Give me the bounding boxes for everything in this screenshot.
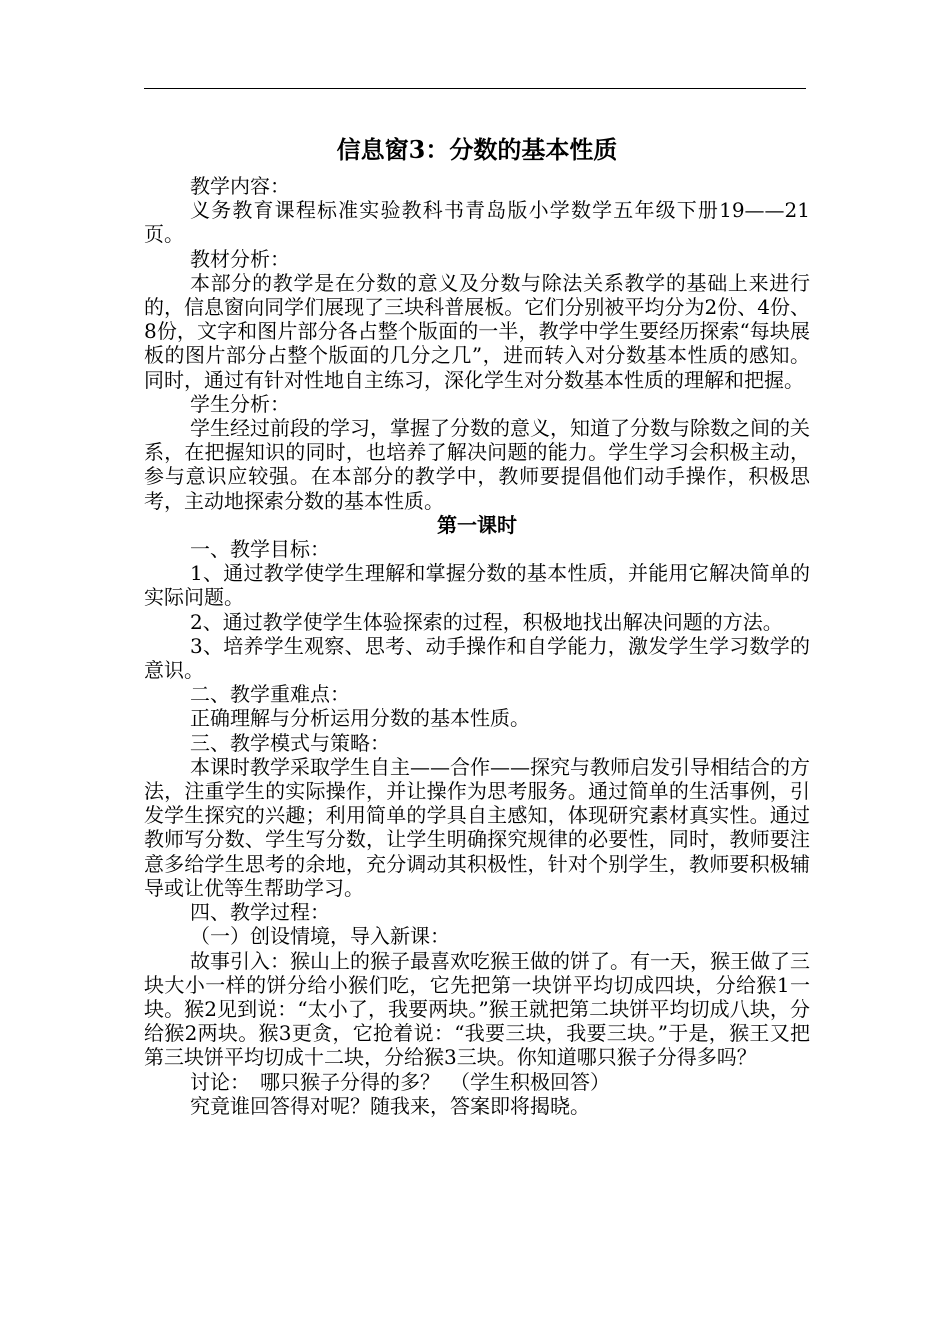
objective-item: 1、通过教学使学生理解和掌握分数的基本性质，并能用它解决简单的实际问题。 [144, 561, 810, 610]
heading-key-points: 二、教学重难点： [190, 682, 350, 707]
heading-student-analysis: 学生分析： [190, 391, 290, 416]
heading-strategy: 三、教学模式与策略： [190, 730, 390, 755]
header-rule [144, 88, 806, 89]
heading-process-step-1: （一）创设情境，导入新课： [190, 924, 450, 949]
paragraph-discussion: 讨论： 哪只猴子分得的多？ （学生积极回答） [190, 1069, 610, 1094]
paragraph-story: 故事引入：猴山上的猴子最喜欢吃猴王做的饼了。有一天，猴王做了三块大小一样的饼分给小猴们吃，它先把第一块饼平均切成四块，分给猴1一块。猴2见到说：“太小了，我要两块。”猴王就把第二块饼平均切成八块，分给猴2两块。猴3更贪，它抢着说：“我要三块，我要三块。”于是，猴王又把第三块饼平均切成十二块，分给猴3三块。你知道哪只猴子分得多吗？ [144, 948, 810, 1070]
heading-process: 四、教学过程： [190, 900, 330, 925]
heading-teaching-content: 教学内容： [190, 174, 290, 198]
document-body [144, 132, 810, 1118]
objective-item: 3、培养学生观察、思考、动手操作和自学能力，激发学生学习数学的意识。 [144, 633, 810, 683]
paragraph-key-points: 正确理解与分析运用分数的基本性质。 [190, 706, 530, 731]
heading-material-analysis: 教材分析： [190, 246, 290, 271]
objective-item: 2、通过教学使学生体验探索的过程，积极地找出解决问题的方法。 [190, 609, 783, 634]
paragraph-strategy: 本课时教学采取学生自主——合作——探究与教师启发引导相结合的方法，注重学生的实际操作，并让操作为思考服务。通过简单的生活事例，引发学生探究的兴趣；利用简单的学具自主感知，体现研究素材真实性。通过教师写分数、学生写分数，让学生明确探究规律的必要性，同时，教师要注意多给学生思考的余地，充分调动其积极性，针对个别学生，教师要积极辅导或让优等生帮助学习。 [144, 754, 810, 900]
section-subheading: 第一课时 [437, 512, 517, 537]
paragraph-teaching-content: 义务教育课程标准实验教科书青岛版小学数学五年级下册19——21页。 [144, 198, 810, 247]
heading-objectives: 一、教学目标： [190, 537, 330, 562]
paragraph-material-analysis: 本部分的教学是在分数的意义及分数与除法关系教学的基础上来进行的，信息窗向同学们展现了三块科普展板。它们分别被平均分为2份、4份、8份，文字和图片部分各占整个版面的一半，教学中学生要经历探索“每块展板的图片部分占整个版面的几分之几”，进而转入对分数基本性质的感知。同时，通过有针对性地自主练习，深化学生对分数基本性质的理解和把握。 [144, 270, 810, 392]
paragraph-student-analysis: 学生经过前段的学习，掌握了分数的意义，知道了分数与除数之间的关系，在把握知识的同时，也培养了解决问题的能力。学生学习会积极主动，参与意识应较强。在本部分的教学中，教师要提倡他们动手操作，积极思考，主动地探索分数的基本性质。 [144, 416, 810, 513]
page-title: 信息窗3：分数的基本性质 [336, 135, 618, 164]
paragraph-reveal: 究竟谁回答得对呢？随我来，答案即将揭晓。 [190, 1093, 590, 1118]
